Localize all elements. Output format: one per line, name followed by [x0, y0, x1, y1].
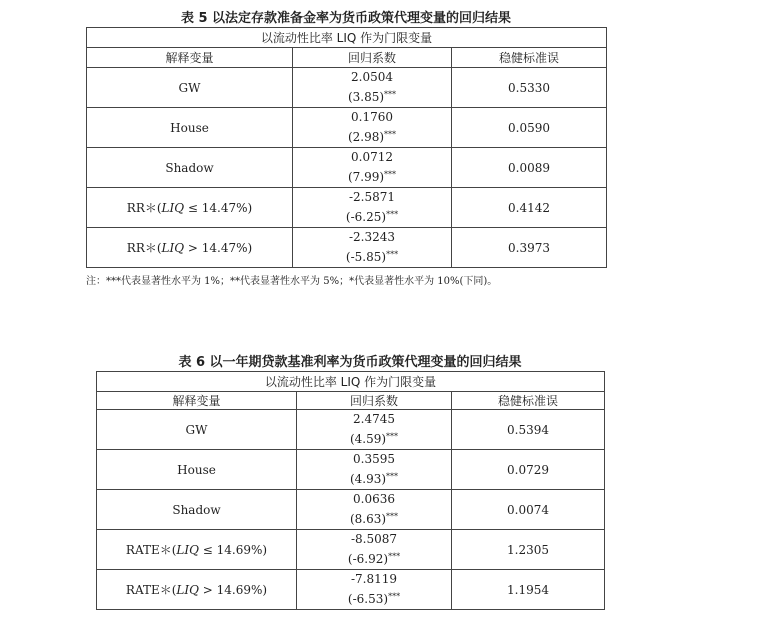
- coefficient-cell: -7.8119 (-6.53)***: [297, 570, 452, 610]
- table-row: [87, 148, 607, 188]
- coefficient-cell: 2.0504 (3.85)***: [293, 68, 452, 108]
- variable-cell: GW: [87, 68, 293, 108]
- table5-header-std-error: 稳健标准误: [452, 48, 607, 68]
- variable-cell: Shadow: [87, 148, 293, 188]
- coefficient-cell: 0.1760 (2.98)***: [293, 108, 452, 148]
- std-error-cell: 0.3973: [452, 228, 607, 268]
- table6-header-variable: 解释变量: [97, 392, 297, 410]
- coefficient-cell: -2.5871 (-6.25)***: [293, 188, 452, 228]
- coefficient-cell: 2.4745 (4.59)***: [297, 410, 452, 450]
- table-row: [97, 490, 605, 530]
- variable-cell: RATE＊(LIQ ≤ 14.69%): [97, 530, 297, 570]
- coefficient-cell: 0.0636 (8.63)***: [297, 490, 452, 530]
- std-error-cell: 0.0729: [452, 450, 605, 490]
- std-error-cell: 0.4142: [452, 188, 607, 228]
- std-error-cell: 0.0590: [452, 108, 607, 148]
- coefficient-cell: 0.3595 (4.93)***: [297, 450, 452, 490]
- coefficient-cell: -2.3243 (-5.85)***: [293, 228, 452, 268]
- variable-cell: RR＊(LIQ ≤ 14.47%): [87, 188, 293, 228]
- table5-header-variable: 解释变量: [87, 48, 293, 68]
- variable-cell: GW: [97, 410, 297, 450]
- variable-cell: RR＊(LIQ > 14.47%): [87, 228, 293, 268]
- table-row: [97, 410, 605, 450]
- table-row: [87, 228, 607, 268]
- std-error-cell: 0.5330: [452, 68, 607, 108]
- variable-cell: House: [87, 108, 293, 148]
- table-row: [87, 108, 607, 148]
- table6: [96, 371, 605, 610]
- variable-cell: House: [97, 450, 297, 490]
- coefficient-cell: 0.0712 (7.99)***: [293, 148, 452, 188]
- std-error-cell: 0.0074: [452, 490, 605, 530]
- table6-header-coefficient: 回归系数: [297, 392, 452, 410]
- table6-span-header: 以流动性比率 LIQ 作为门限变量: [97, 372, 605, 392]
- std-error-cell: 0.5394: [452, 410, 605, 450]
- table5-caption: 表 5 以法定存款准备金率为货币政策代理变量的回归结果: [180, 11, 512, 26]
- std-error-cell: 1.2305: [452, 530, 605, 570]
- variable-cell: Shadow: [97, 490, 297, 530]
- table-row: [87, 68, 607, 108]
- table5-note: 注：***代表显著性水平为 1%；**代表显著性水平为 5%；*代表显著性水平为 10%(下同)。: [86, 276, 498, 287]
- variable-cell: RATE＊(LIQ > 14.69%): [97, 570, 297, 610]
- table-row: [97, 530, 605, 570]
- coefficient-cell: -8.5087 (-6.92)***: [297, 530, 452, 570]
- table5-span-header: 以流动性比率 LIQ 作为门限变量: [87, 28, 607, 48]
- table6-caption: 表 6 以一年期贷款基准利率为货币政策代理变量的回归结果: [178, 355, 522, 370]
- table5: [86, 27, 607, 268]
- table-row: [87, 188, 607, 228]
- std-error-cell: 0.0089: [452, 148, 607, 188]
- table-row: [97, 450, 605, 490]
- table-row: [97, 570, 605, 610]
- table5-header-coefficient: 回归系数: [293, 48, 452, 68]
- table6-header-std-error: 稳健标准误: [452, 392, 605, 410]
- std-error-cell: 1.1954: [452, 570, 605, 610]
